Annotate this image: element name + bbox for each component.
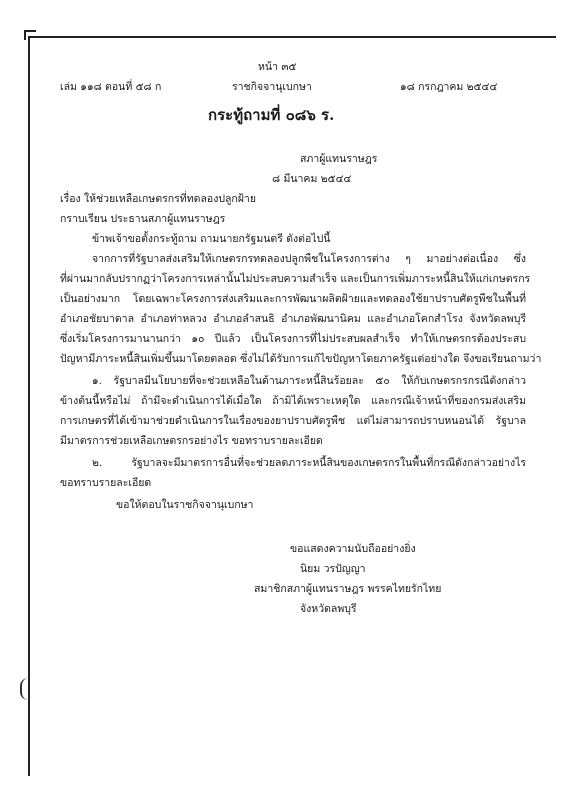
question-1-line: การเกษตรที่ได้เข้ามาช่วยดำเนินการในเรื่องของยาปราบศัตรูพืช แต่ไม่สามารถปราบหนอนได้ รัฐบาล [60,415,526,427]
paragraph-1-line: อำเภอชัยบาดาล อำเภอท่าหลวง อำเภอลำสนธิ อำเภอพัฒนานิคม และอำเภอโคกสำโรง จังหวัดลพบุรี [60,313,526,325]
question-2-line: ๒. รัฐบาลจะมีมาตรการอื่นที่จะช่วยลดภาระหนี้สินของเกษตรกรในพื้นที่กรณีดังกล่าวอย่างไร [92,457,526,469]
closing-line: ขอให้ตอบในราชกิจจานุเบกษา [116,499,254,511]
question-1-line: มีมาตรการช่วยเหลือเกษตรกรอย่างไร ขอทราบรายละเอียด [60,435,323,447]
paragraph-1-line: ปัญหามีภาระหนี้สินเพิ่มขึ้นมาโดยตลอด ซึ่งไม่ได้รับการแก้ไขปัญหาโดยภาครัฐแต่อย่างใด จึงขอเรียนถามว่า [60,353,542,365]
paragraph-1-line: เป็นอย่างมาก โดยเฉพาะโครงการส่งเสริมและการพัฒนาผลิตฝ้ายและทดลองใช้ยาปราบศัตรูพืชในพื้นที่ [60,293,526,305]
paragraph-1-line: ที่ผ่านมากลับปรากฏว่าโครงการเหล่านั้นไม่ประสบความสำเร็จ และเป็นการเพิ่มภาระหนี้สินให้แก่เกษตรกร [60,273,531,285]
gazette-date: ๑๘ กรกฎาคม ๒๕๔๔ [400,81,498,93]
gazette-name: ราชกิจจานุเบกษา [232,81,312,93]
question-1-line: ๑. รัฐบาลมีนโยบายที่จะช่วยเหลือในด้านภาระหนี้สินร้อยละ ๕๐ ให้กับเกษตรกรกรณีดังกล่าว [92,375,526,387]
intro-line: ข้าพเจ้าขอตั้งกระทู้ถาม ถามนายกรัฐมนตรี ดังต่อไปนี้ [92,233,331,245]
volume-issue: เล่ม ๑๑๘ ตอนที่ ๕๘ ก [60,81,162,93]
issuer: สภาผู้แทนราษฎร [300,153,378,165]
question-2-line: ขอทราบรายละเอียด [60,477,152,489]
paragraph-1-line: ซึ่งเริ่มโครงการมานานกว่า ๑๐ ปีแล้ว เป็นโครงการที่ไม่ประสบผลสำเร็จ ทำให้เกษตรกรต้องประสบ [60,333,526,345]
question-1-line: ข้างต้นนี้หรือไม่ ถ้ามีจะดำเนินการได้เมื่อใด ถ้ามิได้เพราะเหตุใด และกรณีเจ้าหน้าที่ของกรมส่งเสริม [60,395,526,407]
signatory-position: สมาชิกสภาผู้แทนราษฎร พรรคไทยรักไทย [254,583,442,595]
subject-line: เรื่อง ให้ช่วยเหลือเกษตรกรที่ทดลองปลูกฝ้าย [60,193,256,205]
page-number: หน้า ๓๕ [258,61,297,73]
signature-regards: ขอแสดงความนับถืออย่างยิ่ง [290,543,416,555]
page-left-border [28,36,30,776]
page-corner-mark [24,30,36,40]
margin-mark [20,678,32,700]
issue-date: ๘ มีนาคม ๒๕๔๔ [272,173,352,185]
signatory-name: นิยม วรปัญญา [300,563,366,575]
signatory-province: จังหวัดลพบุรี [300,603,357,615]
paragraph-1-line: จากการที่รัฐบาลส่งเสริมให้เกษตรกรทดลองปลูกพืชในโครงการต่าง ๆ มาอย่างต่อเนื่อง ซึ่ง [92,253,526,265]
page-top-border [28,36,556,38]
document-title: กระทู้ถามที่ ๐๘๖ ร. [208,106,335,124]
salutation: กราบเรียน ประธานสภาผู้แทนราษฎร [60,213,226,225]
